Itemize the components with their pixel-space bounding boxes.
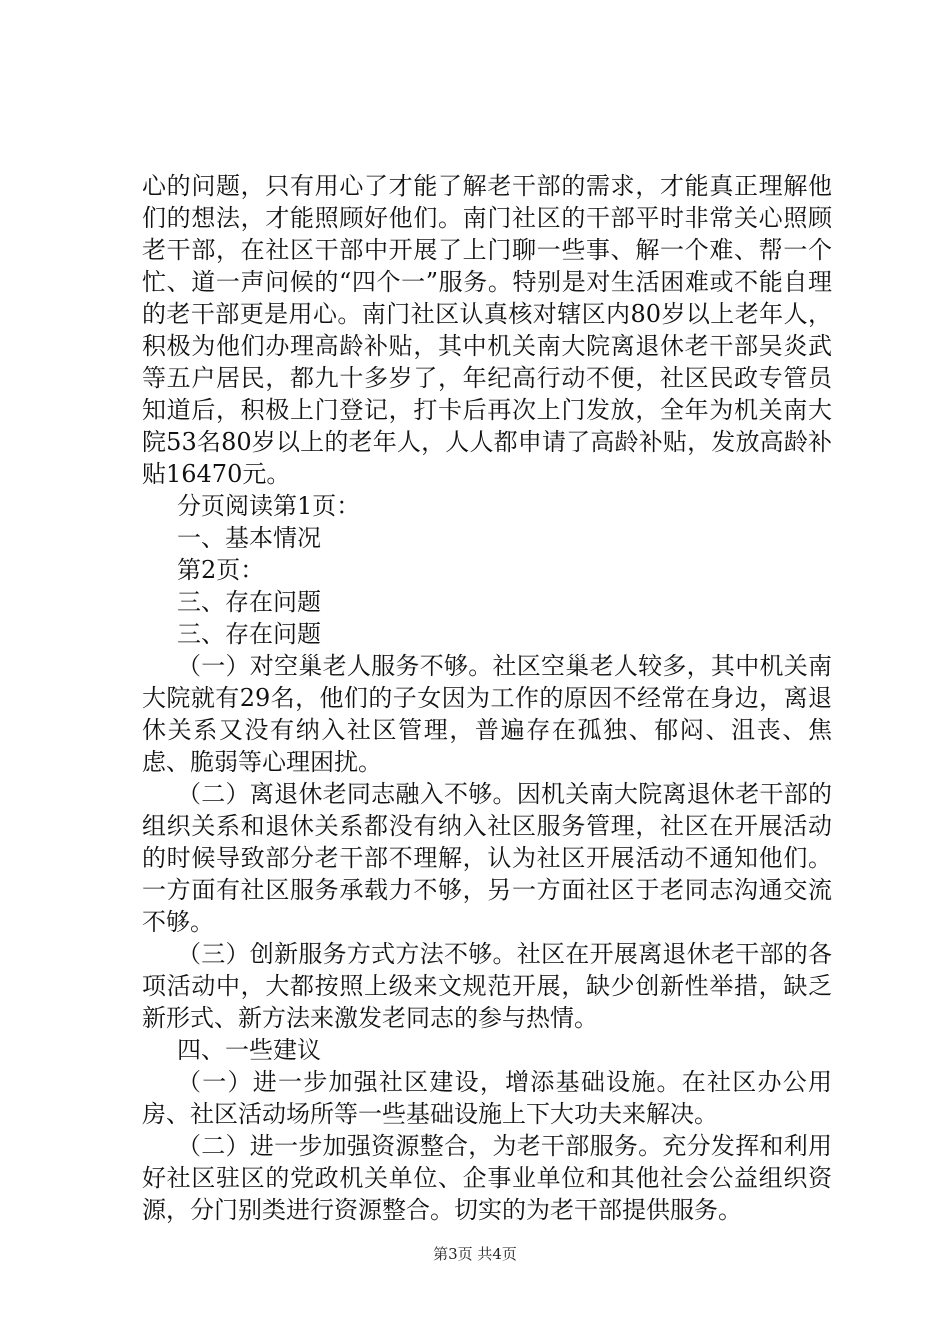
document-body	[142, 170, 832, 1226]
section-heading-problems-repeat: 三、存在问题	[177, 620, 321, 648]
section-heading-suggestions: 四、一些建议	[177, 1036, 321, 1064]
pagination-heading: 分页阅读第1页：	[177, 492, 361, 520]
paragraph-problem-2: （二）离退休老同志融入不够。因机关南大院离退休老干部的组织关系和退休关系都没有纳入社区服务管理，社区在开展活动的时候导致部分老干部不理解，认为社区开展活动不通知他们。一方面有社区服务承载力不够，另一方面社区于老同志沟通交流不够。	[142, 780, 832, 936]
pagination-page-2: 第2页：	[177, 556, 265, 584]
paragraph-problem-3: （三）创新服务方式方法不够。社区在开展离退休老干部的各项活动中，大都按照上级来文规范开展，缺少创新性举措，缺乏新形式、新方法来激发老同志的参与热情。	[142, 940, 832, 1032]
paragraph-suggestion-1: （一）进一步加强社区建设，增添基础设施。在社区办公用房、社区活动场所等一些基础设施上下大功夫来解决。	[142, 1068, 832, 1128]
paragraph-problem-1: （一）对空巢老人服务不够。社区空巢老人较多，其中机关南大院就有29名，他们的子女因为工作的原因不经常在身边，离退休关系又没有纳入社区管理，普遍存在孤独、郁闷、沮丧、焦虑、脆弱等心理困扰。	[142, 652, 832, 776]
section-heading-basic: 一、基本情况	[177, 524, 321, 552]
paragraph-continued: 心的问题，只有用心了才能了解老干部的需求，才能真正理解他们的想法，才能照顾好他们。南门社区的干部平时非常关心照顾老干部，在社区干部中开展了上门聊一些事、解一个难、帮一个忙、道一声问候的“四个一”服务。特别是对生活困难或不能自理的老干部更是用心。南门社区认真核对辖区内80岁以上老年人，积极为他们办理高龄补贴，其中机关南大院离退休老干部吴炎武等五户居民，都九十多岁了，年纪高行动不便，社区民政专管员知道后，积极上门登记，打卡后再次上门发放，全年为机关南大院53名80岁以上的老年人，人人都申请了高龄补贴，发放高龄补贴16470元。	[142, 172, 832, 488]
paragraph-suggestion-2: （二）进一步加强资源整合，为老干部服务。充分发挥和利用好社区驻区的党政机关单位、企事业单位和其他社会公益组织资源，分门别类进行资源整合。切实的为老干部提供服务。	[142, 1132, 832, 1224]
page-footer: 第3页 共4页	[433, 1245, 517, 1263]
section-heading-problems: 三、存在问题	[177, 588, 321, 616]
